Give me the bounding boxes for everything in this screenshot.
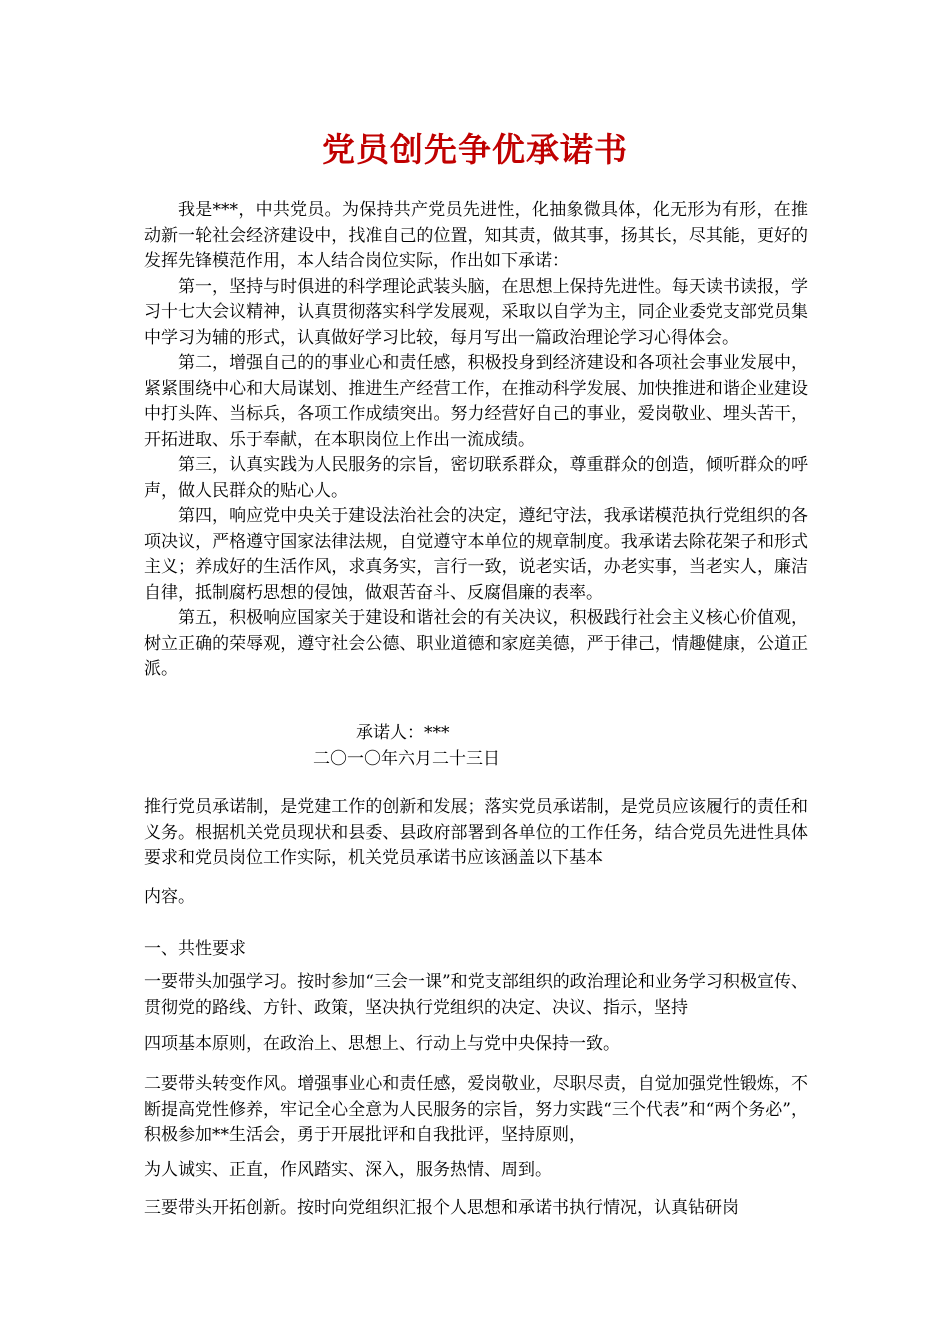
pledge-paragraph-intro: 我是***，中共党员。为保持共产党员先进性，化抽象微具体，化无形为有形，在推动新一轮社会经济建设中，找准自己的位置，知其责，做其事，扬其长，尽其能，更好的发挥先锋模范作用，本人结合岗位实际，作出如下承诺： bbox=[144, 200, 808, 271]
item-3-block bbox=[144, 1196, 808, 1222]
pledge-body bbox=[144, 198, 808, 683]
item-2-tail: 为人诚实、正直，作风踏实、深入，服务热情、周到。 bbox=[144, 1160, 552, 1180]
item-1-block bbox=[144, 970, 808, 1021]
intro-tail-block bbox=[144, 885, 808, 911]
pledge-paragraph-third: 第三，认真实践为人民服务的宗旨，密切联系群众，尊重群众的创造，倾听群众的呼声，做人民群众的贴心人。 bbox=[144, 455, 808, 501]
section-heading-block bbox=[144, 937, 808, 963]
item-1-tail: 四项基本原则，在政治上、思想上、行动上与党中央保持一致。 bbox=[144, 1034, 620, 1054]
intro-paragraph: 推行党员承诺制，是党建工作的创新和发展；落实党员承诺制，是党员应该履行的责任和义务。根据机关党员现状和县委、县政府部署到各单位的工作任务，结合党员先进性具体要求和党员岗位工作实际，机关党员承诺书应该涵盖以下基本 bbox=[144, 797, 808, 868]
document-title: 党员创先争优承诺书 bbox=[322, 130, 628, 169]
item-3-body: 三要带头开拓创新。按时向党组织汇报个人思想和承诺书执行情况，认真钻研岗 bbox=[144, 1198, 739, 1218]
item-2-tail-block bbox=[144, 1158, 808, 1184]
pledge-paragraph-second: 第二，增强自己的的事业心和责任感，积极投身到经济建设和各项社会事业发展中，紧紧围绕中心和大局谋划、推进生产经营工作，在推动科学发展、加快推进和谐企业建设中打头阵、当标兵，各项工作成绩突出。努力经营好自己的事业，爱岗敬业、埋头苦干，开拓进取、乐于奉献，在本职岗位上作出一流成绩。 bbox=[144, 353, 808, 450]
date-line: 二〇一〇年六月二十三日 bbox=[313, 749, 500, 769]
pledge-paragraph-fifth: 第五，积极响应国家关于建设和谐社会的有关决议，积极践行社会主义核心价值观，树立正确的荣辱观，遵守社会公德、职业道德和家庭美德，严于律己，情趣健康，公道正派。 bbox=[144, 608, 808, 679]
item-1-body: 一要带头加强学习。按时参加“三会一课”和党支部组织的政治理论和业务学习积极宣传、贯彻党的路线、方针、政策，坚决执行党组织的决定、决议、指示，坚持 bbox=[144, 972, 808, 1018]
item-2-body: 二要带头转变作风。增强事业心和责任感，爱岗敬业，尽职尽责，自觉加强党性锻炼，不断提高党性修养，牢记全心全意为人民服务的宗旨，努力实践“三个代表”和“两个务必”，积极参加**生活会，勇于开展批评和自我批评，坚持原则， bbox=[144, 1074, 808, 1145]
intro-paragraph-tail: 内容。 bbox=[144, 887, 195, 907]
signer-line: 承诺人：*** bbox=[356, 723, 450, 743]
intro-block bbox=[144, 795, 808, 872]
item-2-block bbox=[144, 1072, 808, 1149]
item-1-tail-block bbox=[144, 1032, 808, 1058]
section-heading: 一、共性要求 bbox=[144, 939, 246, 959]
pledge-paragraph-fourth: 第四，响应党中央关于建设法治社会的决定，遵纪守法，我承诺模范执行党组织的各项决议，严格遵守国家法律法规，自觉遵守本单位的规章制度。我承诺去除花架子和形式主义；养成好的生活作风，求真务实，言行一致，说老实话，办老实事，当老实人，廉洁自律，抵制腐朽思想的侵蚀，做艰苦奋斗、反腐倡廉的表率。 bbox=[144, 506, 808, 603]
pledge-paragraph-first: 第一，坚持与时俱进的科学理论武装头脑，在思想上保持先进性。每天读书读报，学习十七大会议精神，认真贯彻落实科学发展观，采取以自学为主，同企业委党支部党员集中学习为辅的形式，认真做好学习比较，每月写出一篇政治理论学习心得体会。 bbox=[144, 276, 808, 348]
